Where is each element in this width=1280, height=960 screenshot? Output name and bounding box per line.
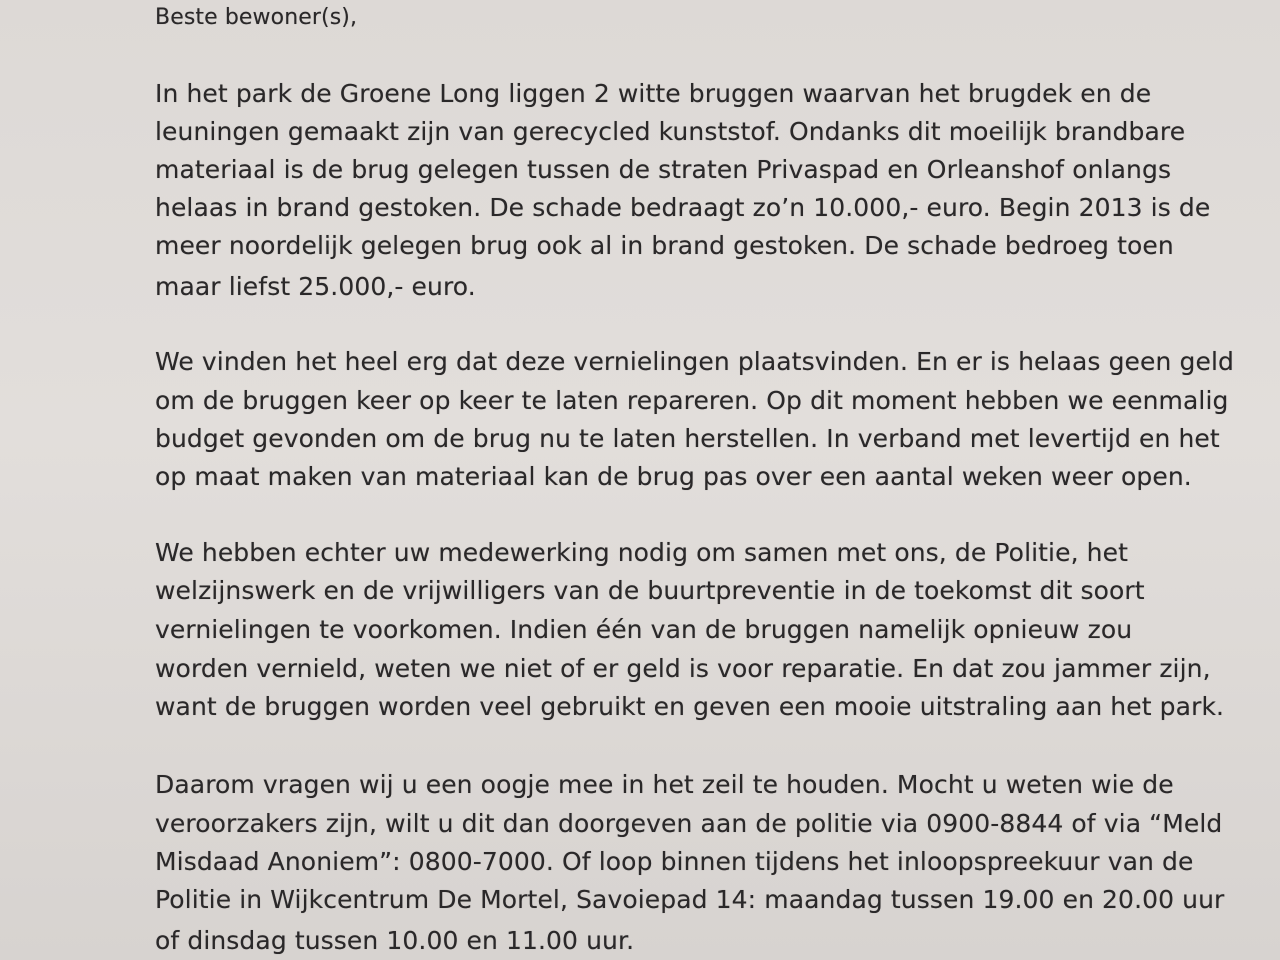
- text-line: meer noordelijk gelegen brug ook al in brand gestoken. De schade bedroeg toen: [155, 231, 1174, 260]
- text-line: Misdaad Anoniem”: 0800-7000. Of loop binnen tijdens het inloopspreekuur van de: [155, 847, 1194, 876]
- text-line: maar liefst 25.000,- euro.: [155, 272, 476, 301]
- text-line: Daarom vragen wij u een oogje mee in het zeil te houden. Mocht u weten wie de: [155, 770, 1174, 799]
- text-line: op maat maken van materiaal kan de brug pas over een aantal weken weer open.: [155, 462, 1192, 491]
- text-line: leuningen gemaakt zijn van gerecycled kunststof. Ondanks dit moeilijk brandbare: [155, 117, 1186, 146]
- text-line: want de bruggen worden veel gebruikt en geven een mooie uitstraling aan het park.: [155, 692, 1225, 721]
- text-line: vernielingen te voorkomen. Indien één van de bruggen namelijk opnieuw zou: [155, 615, 1133, 644]
- letter-document: [155, 0, 1280, 960]
- text-line: materiaal is de brug gelegen tussen de straten Privaspad en Orleanshof onlangs: [155, 155, 1172, 184]
- text-line: helaas in brand gestoken. De schade bedraagt zo’n 10.000,- euro. Begin 2013 is de: [155, 193, 1211, 222]
- text-line: veroorzakers zijn, wilt u dit dan doorgeven aan de politie via 0900-8844 of via “Meld: [155, 809, 1223, 838]
- text-line: of dinsdag tussen 10.00 en 11.00 uur.: [155, 926, 635, 955]
- text-line: Politie in Wijkcentrum De Mortel, Savoiepad 14: maandag tussen 19.00 en 20.00 uur: [155, 885, 1225, 914]
- salutation: Beste bewoner(s),: [155, 5, 358, 30]
- text-line: worden vernield, weten we niet of er geld is voor reparatie. En dat zou jammer zijn,: [155, 654, 1211, 683]
- text-line: om de bruggen keer op keer te laten repareren. Op dit moment hebben we eenmalig: [155, 386, 1229, 415]
- text-line: budget gevonden om de brug nu te laten herstellen. In verband met levertijd en het: [155, 424, 1220, 453]
- text-line: In het park de Groene Long liggen 2 witte bruggen waarvan het brugdek en de: [155, 79, 1152, 108]
- text-line: welzijnswerk en de vrijwilligers van de buurtpreventie in de toekomst dit soort: [155, 576, 1145, 605]
- text-line: We hebben echter uw medewerking nodig om samen met ons, de Politie, het: [155, 538, 1129, 567]
- text-line: We vinden het heel erg dat deze vernielingen plaatsvinden. En er is helaas geen geld: [155, 347, 1234, 376]
